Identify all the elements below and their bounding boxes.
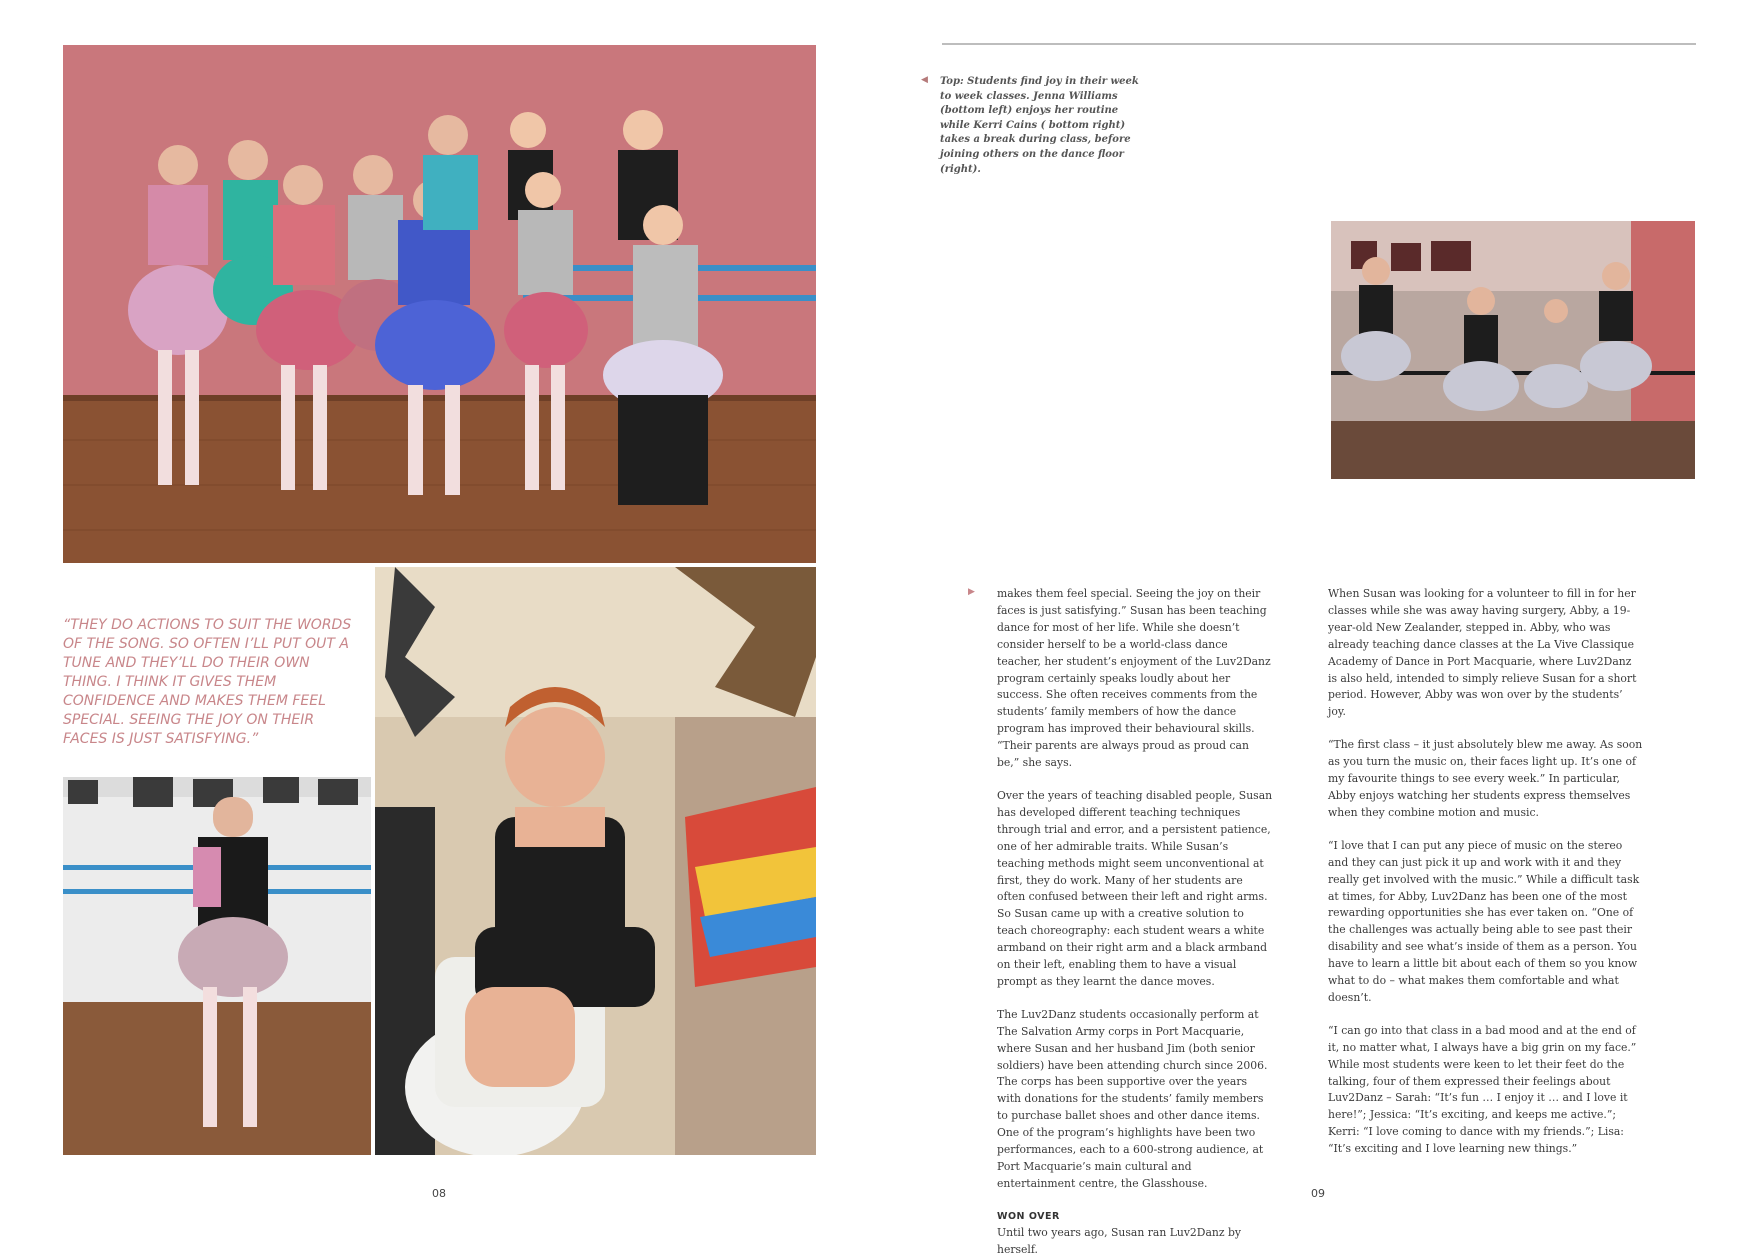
article-paragraph: “The first class – it just absolutely blew me away. As soon as you turn the music on, their faces light up. It’s one of my favourite things to see every week.” In particular, Abby enjoys watching her students express themselves when they combine motion and music. bbox=[1328, 738, 1643, 819]
article-paragraph: Over the years of teaching disabled people, Susan has developed different teaching techniques through trial and error, and a persistent patience, one of her admirable traits. While Susan’s teaching methods might seem unconventional at first, they do work. Many of her students are often confused between their left and right arms. So Susan came up with a creative solution to teach choreography: each student wears a white armband on their right arm and a black armband on their left, enabling them to have a visual prompt as they learnt the dance moves. bbox=[997, 788, 1273, 988]
article-paragraph: Until two years ago, Susan ran Luv2Danz by herself. bbox=[997, 1225, 1241, 1256]
section-heading: WON OVER bbox=[997, 1210, 1060, 1222]
page-number-right: 09 bbox=[1311, 1187, 1325, 1200]
article-column-1 bbox=[997, 586, 1273, 1259]
kerri-resting-photo bbox=[375, 567, 816, 1155]
article-paragraph: When Susan was looking for a volunteer to fill in for her classes while she was away having surgery, Abby, a 19-year-old New Zealander, stepped in. Abby, who was already teaching dance classes at the La Vive Classique Academy of Dance in Port Macquarie, where Luv2Danz is also held, intended to simply relieve Susan for a short period. However, Abby was won over by the students’ joy. bbox=[1328, 587, 1637, 719]
article-column-2 bbox=[1328, 586, 1643, 1174]
article-paragraph: makes them feel special. Seeing the joy on their faces is just satisfying.” Susan has been teaching dance for most of her life. While she doesn’t consider herself to be a world-class dance teacher, her student’s enjoyment of the Luv2Danz program certainly speaks loudly about her success. She often receives comments from the students’ family members of how the dance program has improved their behavioural skills. “Their parents are always proud as proud can be,” she says. bbox=[997, 587, 1271, 770]
photo-caption: Top: Students find joy in their week to week classes. Jenna Williams (bottom left) enjoys her routine while Kerri Cains ( bottom right) takes a break during class, before joining others on the dance floor (right). bbox=[940, 76, 1139, 175]
header-rule bbox=[942, 43, 1696, 45]
pull-quote: “THEY DO ACTIONS TO SUIT THE WORDS OF THE SONG. SO OFTEN I’LL PUT OUT A TUNE AND THEY’LL DO THEIR OWN THING. I THINK IT GIVES THEM CONFIDENCE AND MAKES THEM FEEL SPECIAL. SEEING THE JOY ON THEIR FACES IS JUST SATISFYING.” bbox=[63, 617, 352, 747]
article-paragraph: The Luv2Danz students occasionally perform at The Salvation Army corps in Port Macquarie, where Susan and her husband Jim (both senior soldiers) have been attending church since 2006. The corps has been supportive over the years with donations for the students’ family members to purchase ballet shoes and other dance items. One of the program’s highlights have been two performances, each to a 600-strong audience, at Port Macquarie’s main cultural and entertainment centre, the Glasshouse. bbox=[997, 1007, 1268, 1190]
caption-arrow-icon: ◀ bbox=[921, 75, 928, 85]
jenna-dancing-photo bbox=[63, 777, 371, 1155]
group-dance-photo bbox=[63, 45, 816, 563]
continue-arrow-icon: ▶ bbox=[968, 587, 975, 597]
page-number-left: 08 bbox=[432, 1187, 446, 1200]
dance-class-photo bbox=[1331, 221, 1695, 479]
article-paragraph: “I love that I can put any piece of music on the stereo and they can just pick it up and work with it and they really get involved with the music.” While a difficult task at times, for Abby, Luv2Danz has been one of the most rewarding opportunities she has ever taken on. “One of the challenges was actually being able to see past their disability and see what’s inside of them as a person. You have to learn a little bit about each of them so you know what to do – what makes them comfortable and what doesn’t. bbox=[1328, 838, 1640, 1004]
article-paragraph: “I can go into that class in a bad mood and at the end of it, no matter what, I always have a big grin on my face.” While most students were keen to let their feet do the talking, four of them expressed their feelings about Luv2Danz – Sarah: “It’s fun … I enjoy it … and I love it here!”; Jessica: “It’s exciting, and keeps me active.”; Kerri: “I love coming to dance with my friends.”; Lisa: “It’s exciting and I love learning new things.” bbox=[1328, 1023, 1637, 1156]
